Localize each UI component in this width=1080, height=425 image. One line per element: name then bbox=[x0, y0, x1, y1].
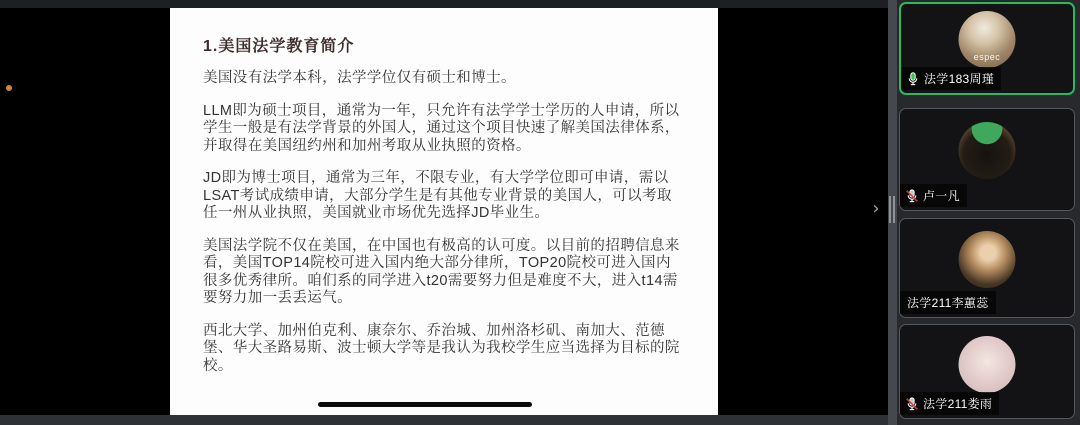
avatar bbox=[959, 11, 1016, 68]
annotation-dot bbox=[6, 85, 12, 91]
mic-muted-icon bbox=[905, 397, 919, 411]
participant-tile[interactable] bbox=[899, 324, 1075, 419]
shared-document bbox=[170, 8, 718, 415]
participants-sidebar bbox=[897, 0, 1080, 425]
participant-name-tag bbox=[901, 67, 1001, 90]
screen-share-bottom-bar bbox=[0, 415, 888, 425]
mic-on-icon bbox=[906, 72, 920, 86]
participant-name: 法学211李蕙蕊 bbox=[907, 296, 989, 310]
participant-tile[interactable] bbox=[899, 218, 1075, 318]
document-paragraph: LLM即为硕士项目，通常为一年，只允许有法学学士学历的人申请，所以学生一般是有法学背景的外国人，通过这个项目快速了解美国法律体系，并取得在美国纽约州和加州考取从业执照的资格。 bbox=[203, 102, 680, 154]
sidebar-collapse-chevron-icon[interactable]: › bbox=[866, 194, 886, 224]
participant-name-tag bbox=[900, 184, 967, 207]
participant-name: 卢一凡 bbox=[923, 189, 960, 203]
participant-name: 法学211娄雨 bbox=[923, 397, 993, 411]
sidebar-divider bbox=[888, 0, 897, 425]
document-paragraph: 西北大学、加州伯克利、康奈尔、乔治城、加州洛杉矶、南加大、范德堡、华大圣路易斯、波士顿大学等是我认为我校学生应当选择为目标的院校。 bbox=[203, 322, 680, 374]
participant-name-tag bbox=[900, 392, 999, 415]
participant-name: 法学183周瑾 bbox=[924, 72, 995, 86]
participant-name-tag bbox=[900, 291, 996, 314]
avatar-caption: espec bbox=[973, 52, 1001, 62]
document-paragraph: 美国法学院不仅在美国，在中国也有极高的认可度。以目前的招聘信息来看，美国TOP14院校可进入国内绝大部分律所，TOP20院校可进入国内很多优秀律所。咱们系的同学进入t20需要努力但是难度不大，进入t14需要努力加一丢丢运气。 bbox=[203, 237, 680, 306]
mic-muted-icon bbox=[905, 189, 919, 203]
participant-tile[interactable] bbox=[899, 2, 1075, 95]
avatar bbox=[959, 336, 1016, 393]
screen-share-top-strip bbox=[0, 0, 888, 8]
document-title: 1.美国法学教育简介 bbox=[203, 38, 355, 55]
sidebar-drag-handle-icon[interactable] bbox=[889, 196, 896, 223]
avatar bbox=[959, 231, 1016, 288]
document-paragraph: JD即为博士项目，通常为三年，不限专业，有大学学位即可申请，需以LSAT考试成绩申请，大部分学生是有其他专业背景的美国人，可以考取任一州从业执照，美国就业市场优先选择JD毕业生。 bbox=[203, 170, 672, 221]
participant-tile[interactable] bbox=[899, 108, 1075, 211]
avatar bbox=[959, 122, 1016, 179]
document-paragraph: 美国没有法学本科，法学学位仅有硕士和博士。 bbox=[203, 70, 516, 86]
document-horizontal-rule bbox=[318, 402, 532, 407]
